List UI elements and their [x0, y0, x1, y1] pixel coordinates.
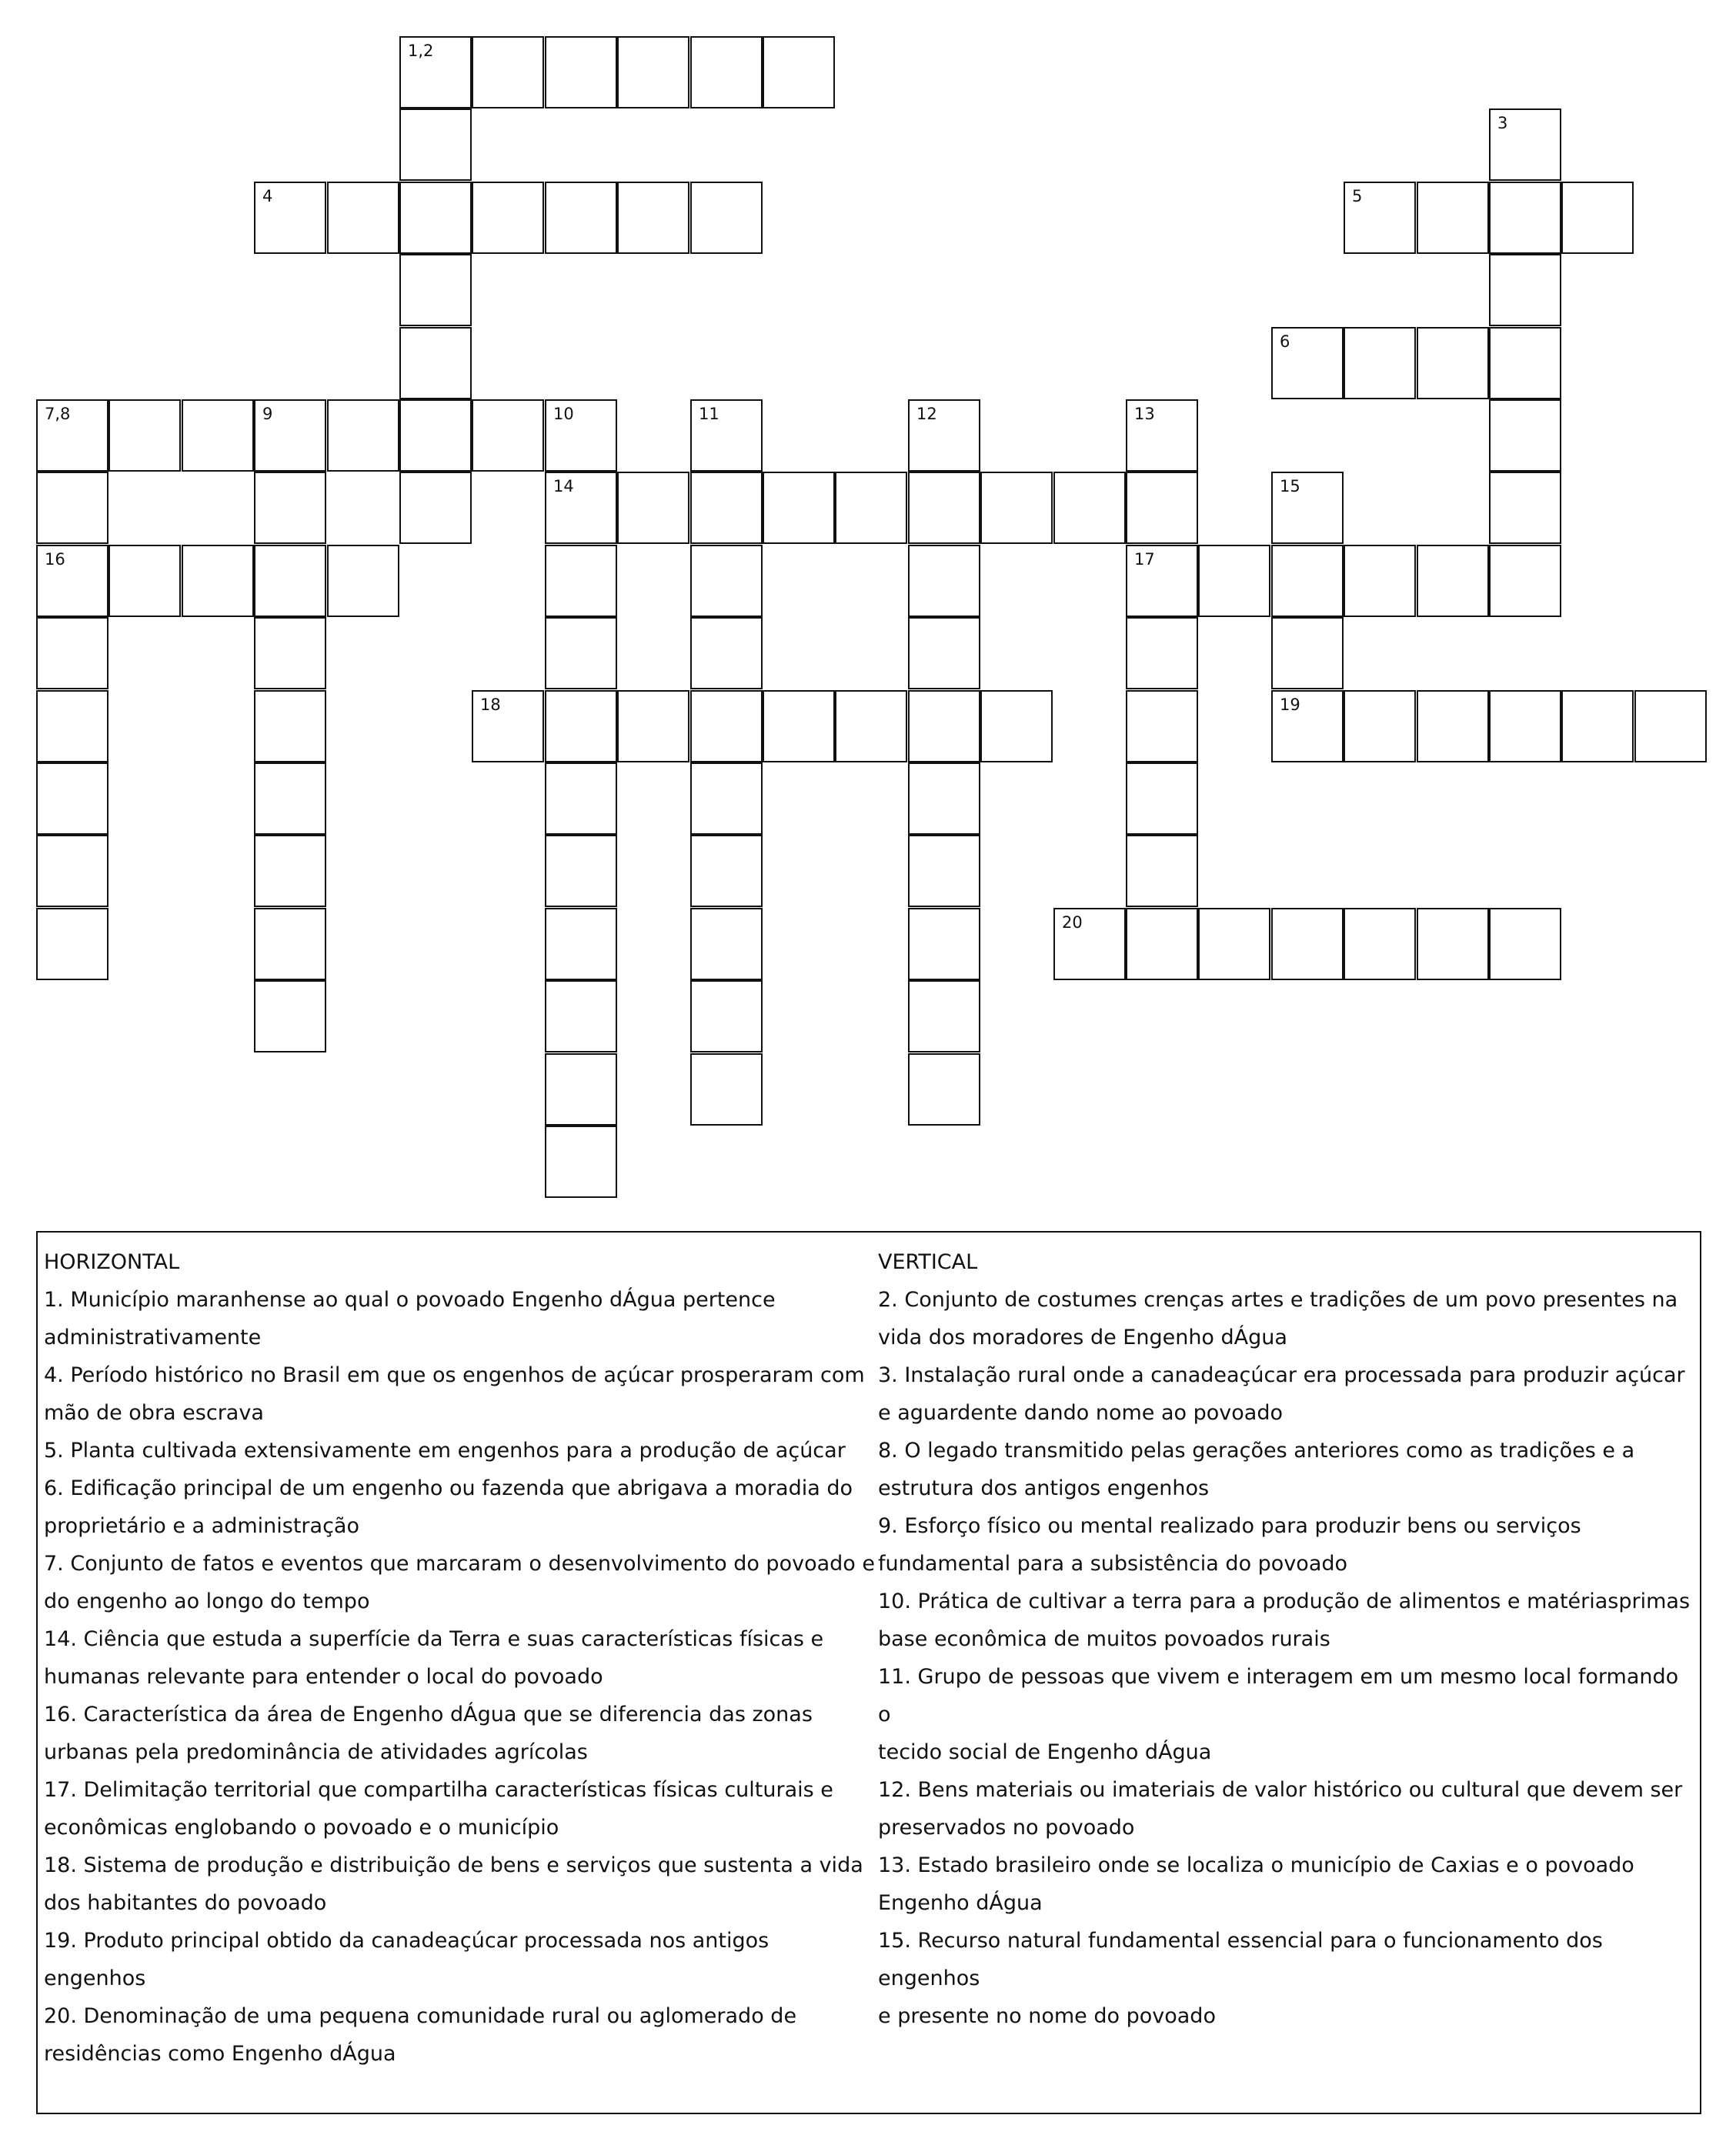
clue-line: econômicas englobando o povoado e o município	[44, 1816, 559, 1840]
clue-number: 20	[1062, 913, 1083, 932]
grid-cell[interactable]	[472, 690, 544, 762]
grid-cell[interactable]	[472, 399, 544, 472]
clue-number: 11	[699, 405, 719, 423]
grid-cell[interactable]	[254, 835, 326, 907]
grid-cell[interactable]	[763, 36, 835, 108]
grid-cell[interactable]	[1417, 182, 1489, 254]
grid-cell[interactable]	[1489, 182, 1561, 254]
grid-cell[interactable]	[617, 690, 689, 762]
grid-cell[interactable]	[1417, 908, 1489, 980]
clue-number: 10	[553, 405, 574, 423]
grid-cell[interactable]	[1126, 762, 1198, 835]
clue-line: humanas relevante para entender o local do povoado	[44, 1665, 603, 1689]
grid-cell[interactable]	[254, 762, 326, 835]
grid-cell[interactable]	[690, 690, 763, 762]
grid-cell[interactable]	[545, 36, 617, 108]
grid-cell[interactable]	[472, 36, 544, 108]
grid-cell[interactable]	[545, 617, 617, 689]
grid-cell[interactable]	[1344, 182, 1416, 254]
grid-cell[interactable]	[545, 980, 617, 1052]
grid-cell[interactable]	[545, 762, 617, 835]
grid-cell[interactable]	[254, 908, 326, 980]
vertical-heading: VERTICAL	[878, 1250, 978, 1274]
clue-number: 7,8	[45, 405, 71, 423]
grid-cell[interactable]	[254, 399, 326, 472]
grid-cell[interactable]	[36, 545, 108, 617]
grid-cell[interactable]	[1489, 327, 1561, 399]
clue-line: 20. Denominação de uma pequena comunidade rural ou aglomerado de	[44, 2004, 797, 2028]
clue-line: Engenho dÁgua	[878, 1891, 1043, 1915]
grid-cell[interactable]	[1561, 690, 1634, 762]
grid-cell[interactable]	[763, 472, 835, 544]
horizontal-clues-column	[44, 1243, 875, 2073]
grid-cell[interactable]	[1126, 908, 1198, 980]
clue-number: 19	[1280, 696, 1300, 714]
clue-line: engenhos	[44, 1967, 146, 1990]
clue-line: 10. Prática de cultivar a terra para a produção de alimentos e matériasprimas	[878, 1590, 1691, 1613]
clue-line: 12. Bens materiais ou imateriais de valor histórico ou cultural que devem ser	[878, 1778, 1683, 1802]
grid-cell[interactable]	[254, 545, 326, 617]
grid-cell[interactable]	[254, 472, 326, 544]
grid-cell[interactable]	[908, 399, 980, 472]
grid-cell[interactable]	[690, 835, 763, 907]
grid-cell[interactable]	[1271, 908, 1344, 980]
grid-cell[interactable]	[617, 36, 689, 108]
grid-cell[interactable]	[690, 762, 763, 835]
grid-cell[interactable]	[1126, 472, 1198, 544]
grid-cell[interactable]	[690, 980, 763, 1052]
grid-cell[interactable]	[36, 835, 108, 907]
clue-line: 7. Conjunto de fatos e eventos que marcaram o desenvolvimento do povoado e	[44, 1552, 875, 1576]
grid-cell[interactable]	[908, 617, 980, 689]
clue-line: urbanas pela predominância de atividades agrícolas	[44, 1740, 588, 1764]
clue-line: residências como Engenho dÁgua	[44, 2042, 396, 2066]
clue-number: 17	[1134, 550, 1155, 569]
grid-cell[interactable]	[908, 980, 980, 1052]
grid-cell[interactable]	[399, 327, 472, 399]
clue-line: estrutura dos antigos engenhos	[878, 1476, 1210, 1500]
clues-panel	[36, 1231, 1701, 2114]
grid-cell[interactable]	[545, 472, 617, 544]
grid-cell[interactable]	[690, 472, 763, 544]
grid-cell[interactable]	[399, 108, 472, 181]
grid-cell[interactable]	[617, 472, 689, 544]
grid-cell[interactable]	[690, 908, 763, 980]
grid-cell[interactable]	[327, 545, 399, 617]
clue-line: dos habitantes do povoado	[44, 1891, 327, 1915]
grid-cell[interactable]	[182, 545, 254, 617]
grid-cell[interactable]	[690, 182, 763, 254]
clue-number: 18	[480, 696, 501, 714]
clue-line: 14. Ciência que estuda a superfície da Terra e suas características físicas e	[44, 1627, 824, 1651]
grid-cell[interactable]	[908, 545, 980, 617]
clue-line: tecido social de Engenho dÁgua	[878, 1740, 1212, 1764]
grid-cell[interactable]	[1126, 399, 1198, 472]
clue-number: 9	[262, 405, 273, 423]
grid-cell[interactable]	[1271, 690, 1344, 762]
clue-line: 15. Recurso natural fundamental essencial para o funcionamento dos engenhos	[878, 1929, 1603, 1990]
grid-cell[interactable]	[1126, 545, 1198, 617]
grid-cell[interactable]	[1198, 545, 1270, 617]
grid-cell[interactable]	[690, 617, 763, 689]
clue-line: base econômica de muitos povoados rurais	[878, 1627, 1330, 1651]
grid-cell[interactable]	[1561, 182, 1634, 254]
grid-cell[interactable]	[254, 182, 326, 254]
clue-line: 1. Município maranhense ao qual o povoado Engenho dÁgua pertence	[44, 1288, 776, 1312]
clue-line: 19. Produto principal obtido da canadeaçúcar processada nos antigos	[44, 1929, 770, 1953]
grid-cell[interactable]	[690, 1053, 763, 1126]
clue-line: mão de obra escrava	[44, 1401, 264, 1425]
grid-cell[interactable]	[1198, 908, 1270, 980]
grid-cell[interactable]	[908, 1053, 980, 1126]
grid-cell[interactable]	[1053, 472, 1126, 544]
grid-cell[interactable]	[835, 472, 907, 544]
grid-cell[interactable]	[108, 399, 181, 472]
clue-line: 11. Grupo de pessoas que vivem e interagem em um mesmo local formando o	[878, 1665, 1679, 1726]
grid-cell[interactable]	[1489, 690, 1561, 762]
clue-line: 8. O legado transmitido pelas gerações anteriores como as tradições e a	[878, 1439, 1635, 1463]
grid-cell[interactable]	[908, 762, 980, 835]
clue-number: 6	[1280, 332, 1290, 351]
grid-cell[interactable]	[690, 36, 763, 108]
horizontal-clue-list	[44, 1281, 875, 2073]
grid-cell[interactable]	[327, 182, 399, 254]
grid-cell[interactable]	[545, 1126, 617, 1198]
clue-number: 1,2	[408, 42, 434, 60]
grid-cell[interactable]	[399, 399, 472, 472]
grid-cell[interactable]	[1489, 472, 1561, 544]
grid-cell[interactable]	[545, 1053, 617, 1126]
clue-line: 5. Planta cultivada extensivamente em engenhos para a produção de açúcar	[44, 1439, 846, 1463]
grid-cell[interactable]	[908, 835, 980, 907]
clue-line: administrativamente	[44, 1326, 262, 1349]
grid-cell[interactable]	[1126, 617, 1198, 689]
clue-line: do engenho ao longo do tempo	[44, 1590, 370, 1613]
grid-cell[interactable]	[399, 182, 472, 254]
grid-cell[interactable]	[1417, 690, 1489, 762]
grid-cell[interactable]	[182, 399, 254, 472]
grid-cell[interactable]	[545, 908, 617, 980]
clue-line: vida dos moradores de Engenho dÁgua	[878, 1326, 1287, 1349]
clue-line: e aguardente dando nome ao povoado	[878, 1401, 1283, 1425]
grid-cell[interactable]	[36, 908, 108, 980]
grid-cell[interactable]	[1417, 327, 1489, 399]
clue-line: 4. Período histórico no Brasil em que os engenhos de açúcar prosperaram com	[44, 1363, 865, 1387]
grid-cell[interactable]	[835, 690, 907, 762]
grid-cell[interactable]	[545, 399, 617, 472]
grid-cell[interactable]	[36, 617, 108, 689]
clue-number: 4	[262, 187, 273, 205]
grid-cell[interactable]	[1271, 545, 1344, 617]
grid-cell[interactable]	[1489, 108, 1561, 181]
clue-line: 18. Sistema de produção e distribuição de bens e serviços que sustenta a vida	[44, 1853, 863, 1877]
grid-cell[interactable]	[908, 690, 980, 762]
grid-cell[interactable]	[1489, 545, 1561, 617]
grid-cell[interactable]	[690, 399, 763, 472]
vertical-clue-list	[878, 1281, 1698, 2035]
grid-cell[interactable]	[545, 545, 617, 617]
grid-cell[interactable]	[1271, 327, 1344, 399]
grid-cell[interactable]	[908, 472, 980, 544]
grid-cell[interactable]	[36, 472, 108, 544]
clue-number: 13	[1134, 405, 1155, 423]
horizontal-heading: HORIZONTAL	[44, 1250, 180, 1274]
clue-line: preservados no povoado	[878, 1816, 1135, 1840]
grid-cell[interactable]	[763, 690, 835, 762]
grid-cell[interactable]	[399, 472, 472, 544]
grid-cell[interactable]	[908, 908, 980, 980]
grid-cell[interactable]	[327, 399, 399, 472]
grid-cell[interactable]	[472, 182, 544, 254]
grid-cell[interactable]	[980, 690, 1053, 762]
vertical-clues-column	[878, 1243, 1698, 2035]
grid-cell[interactable]	[1344, 545, 1416, 617]
grid-cell[interactable]	[1271, 472, 1344, 544]
clue-line: proprietário e a administração	[44, 1514, 359, 1538]
grid-cell[interactable]	[254, 690, 326, 762]
grid-cell[interactable]	[36, 399, 108, 472]
grid-cell[interactable]	[1126, 690, 1198, 762]
clue-number: 12	[916, 405, 937, 423]
clue-number: 3	[1497, 114, 1508, 132]
clue-line: 3. Instalação rural onde a canadeaçúcar era processada para produzir açúcar	[878, 1363, 1685, 1387]
grid-cell[interactable]	[545, 690, 617, 762]
grid-cell[interactable]	[1053, 908, 1126, 980]
grid-cell[interactable]	[254, 980, 326, 1052]
clue-line: 16. Característica da área de Engenho dÁgua que se diferencia das zonas	[44, 1703, 813, 1726]
clue-number: 15	[1280, 477, 1300, 495]
grid-cell[interactable]	[108, 545, 181, 617]
clue-line: 9. Esforço físico ou mental realizado para produzir bens ou serviços	[878, 1514, 1581, 1538]
clue-line: 17. Delimitação territorial que compartilha características físicas culturais e	[44, 1778, 833, 1802]
grid-cell[interactable]	[545, 835, 617, 907]
grid-cell[interactable]	[545, 182, 617, 254]
grid-cell[interactable]	[1344, 690, 1416, 762]
clue-line: 6. Edificação principal de um engenho ou fazenda que abrigava a moradia do	[44, 1476, 853, 1500]
grid-cell[interactable]	[254, 617, 326, 689]
clue-number: 5	[1352, 187, 1363, 205]
clue-line: 13. Estado brasileiro onde se localiza o município de Caxias e o povoado	[878, 1853, 1634, 1877]
grid-cell[interactable]	[1634, 690, 1707, 762]
clue-number: 14	[553, 477, 574, 495]
clue-line: fundamental para a subsistência do povoado	[878, 1552, 1348, 1576]
grid-cell[interactable]	[399, 36, 472, 108]
grid-cell[interactable]	[1417, 545, 1489, 617]
grid-cell[interactable]	[1344, 908, 1416, 980]
grid-cell[interactable]	[1344, 327, 1416, 399]
grid-cell[interactable]	[690, 545, 763, 617]
grid-cell[interactable]	[1489, 399, 1561, 472]
grid-cell[interactable]	[36, 690, 108, 762]
grid-cell[interactable]	[399, 254, 472, 326]
clue-number: 16	[45, 550, 65, 569]
grid-cell[interactable]	[1489, 908, 1561, 980]
grid-cell[interactable]	[1271, 617, 1344, 689]
grid-cell[interactable]	[1489, 254, 1561, 326]
grid-cell[interactable]	[617, 182, 689, 254]
grid-cell[interactable]	[36, 762, 108, 835]
clue-line: e presente no nome do povoado	[878, 2004, 1216, 2028]
grid-cell[interactable]	[980, 472, 1053, 544]
grid-cell[interactable]	[1126, 835, 1198, 907]
clue-line: 2. Conjunto de costumes crenças artes e tradições de um povo presentes na	[878, 1288, 1678, 1312]
